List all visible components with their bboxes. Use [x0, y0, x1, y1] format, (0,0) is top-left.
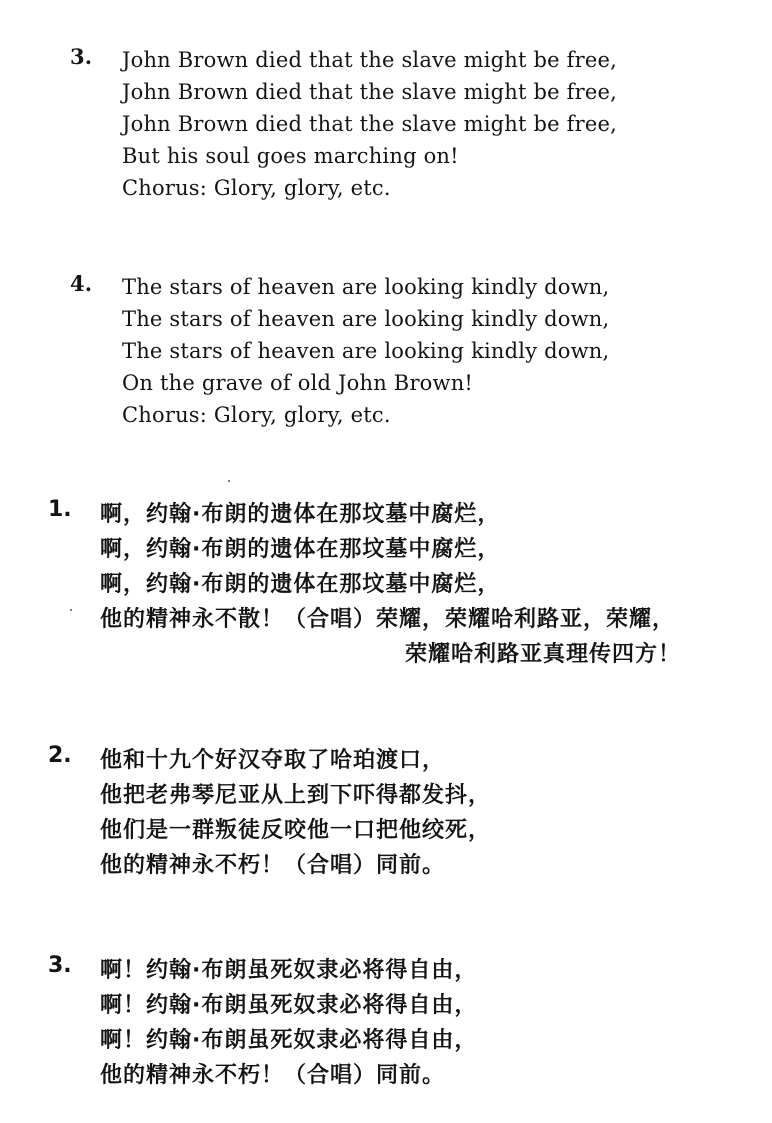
- verse-line: John Brown died that the slave might be free,: [122, 48, 618, 72]
- verse-lines: [100, 497, 681, 672]
- verse-line: 啊！约翰·布朗虽死奴隶必将得自由，: [100, 993, 478, 1018]
- verse-line: 他和十九个好汉夺取了哈珀渡口，: [100, 748, 446, 773]
- scan-speck: [228, 480, 230, 482]
- verse-line: 啊！约翰·布朗虽死奴隶必将得自由，: [100, 958, 478, 983]
- verse-line: 他们是一群叛徒反咬他一口把他绞死，: [100, 818, 492, 843]
- verse-lines: [122, 271, 609, 431]
- verse-line: But his soul goes marching on!: [122, 144, 459, 168]
- scan-speck: [70, 609, 72, 611]
- verse-number: 2.: [48, 743, 72, 768]
- verse-line: 他的精神永不散！（合唱）荣耀，荣耀哈利路亚，荣耀，: [100, 607, 676, 632]
- verse-line: John Brown died that the slave might be free,: [122, 112, 618, 136]
- chorus-line: 荣耀哈利路亚真理传四方！: [405, 642, 682, 667]
- verse-line: 啊，约翰·布朗的遗体在那坟墓中腐烂，: [100, 537, 501, 562]
- chorus-line: Chorus: Glory, glory, etc.: [122, 403, 391, 427]
- verse-number: 4.: [70, 271, 93, 296]
- verse-lines: [100, 953, 477, 1093]
- verse-number: 1.: [48, 497, 72, 522]
- chorus-line: Chorus: Glory, glory, etc.: [122, 176, 391, 200]
- verse-line: 啊，约翰·布朗的遗体在那坟墓中腐烂，: [100, 572, 501, 597]
- verse-line: 他把老弗琴尼亚从上到下吓得都发抖，: [100, 783, 492, 808]
- verse-line: The stars of heaven are looking kindly down,: [122, 275, 610, 299]
- verse-lines: [100, 743, 491, 883]
- verse-line: John Brown died that the slave might be free,: [122, 80, 618, 104]
- verse-line: The stars of heaven are looking kindly down,: [122, 307, 610, 331]
- verse-line: 啊，约翰·布朗的遗体在那坟墓中腐烂，: [100, 502, 501, 527]
- verse-number: 3.: [70, 44, 93, 69]
- verse-lines: [122, 44, 617, 204]
- verse-line: 他的精神永不朽！（合唱）同前。: [100, 1063, 446, 1088]
- verse-line: On the grave of old John Brown!: [122, 371, 474, 395]
- verse-line: The stars of heaven are looking kindly down,: [122, 339, 610, 363]
- verse-line: 他的精神永不朽！（合唱）同前。: [100, 853, 446, 878]
- verse-number: 3.: [48, 953, 72, 978]
- verse-line: 啊！约翰·布朗虽死奴隶必将得自由，: [100, 1028, 478, 1053]
